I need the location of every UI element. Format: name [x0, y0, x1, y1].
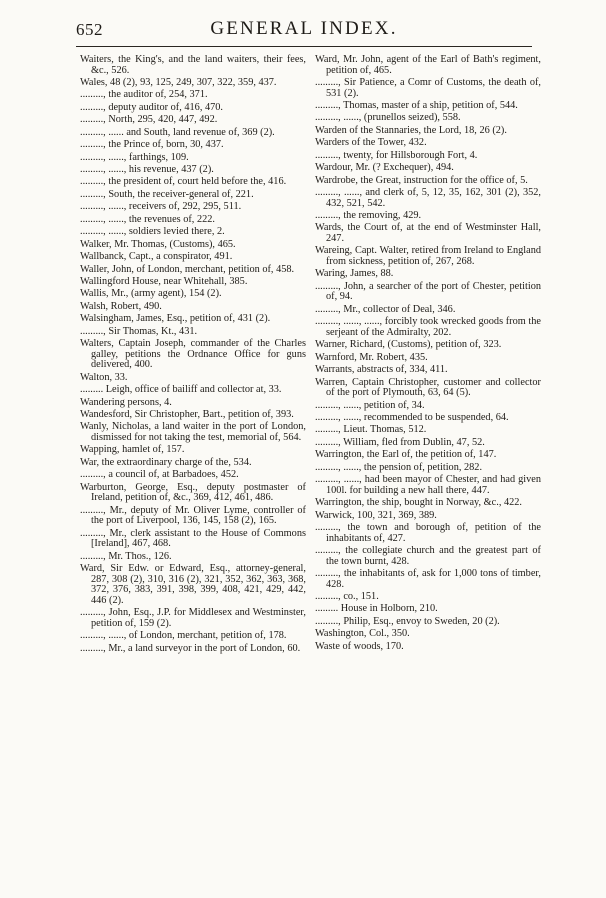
index-entry: ........., Thomas, master of a ship, petition of, 544.	[315, 99, 518, 111]
index-entry: ........., William, fled from Dublin, 47, 52.	[315, 436, 485, 448]
index-entry: ........., ......, soldiers levied there, 2.	[80, 226, 225, 238]
index-entry: ........., South, the receiver-general of, 221.	[80, 188, 254, 200]
index-entry: Ward, Sir Edw. or Edward, Esq., attorney-general, 287, 308 (2), 310, 316 (2), 321, 352, 362, 363, 368, 372, 376, 383, 391, 398, 399, 408, 421, 429, 442, 446 (2).	[80, 563, 306, 606]
index-entry: Wanly, Nicholas, a land waiter in the port of London, dismissed for not taking the test, memorial of, 564.	[80, 421, 306, 443]
index-entry: Washington, Col., 350.	[315, 628, 410, 640]
index-entry: Warner, Richard, (Customs), petition of, 323.	[315, 339, 502, 351]
index-entry: War, the extraordinary charge of the, 534.	[80, 456, 252, 468]
index-entry: ........., ......, and clerk of, 5, 12, 35, 162, 301 (2), 352, 432, 521, 542.	[315, 187, 541, 209]
index-entry: Walsh, Robert, 490.	[80, 300, 162, 312]
index-entry: Warren, Captain Christopher, customer and collector of the port of Plymouth, 63, 64 (5).	[315, 376, 541, 399]
index-entry: Wardour, Mr. (? Exchequer), 494.	[315, 162, 454, 174]
index-entry: Waste of woods, 170.	[315, 640, 404, 652]
header-rule	[76, 46, 532, 47]
index-entry: Warrington, the ship, bought in Norway, &c., 422.	[315, 497, 522, 509]
index-entry: Wandesford, Sir Christopher, Bart., petition of, 393.	[80, 409, 294, 421]
index-entry: Wandering persons, 4.	[80, 396, 172, 408]
index-entry: ........., the removing, 429.	[315, 210, 422, 222]
index-entry: ........., ......, (prunellos seized), 558.	[315, 112, 461, 124]
index-entry: ........., the inhabitants of, ask for 1,000 tons of timber, 428.	[315, 568, 541, 590]
index-entry: ........., John, Esq., J.P. for Middlesex and Westminster, petition of, 159 (2).	[80, 607, 306, 629]
index-entry: ........., Lieut. Thomas, 512.	[315, 424, 427, 436]
index-entry: ........., Mr., deputy of Mr. Oliver Lyme, controller of the port of Liverpool, 136, 145, 158 (2), 165.	[80, 504, 306, 527]
index-entry: ........., ......, petition of, 34.	[315, 399, 425, 411]
index-entry: ......... House in Holborn, 210.	[315, 603, 438, 615]
index-entry: Warrington, the Earl of, the petition of, 147.	[315, 449, 497, 461]
index-entry: Warwick, 100, 321, 369, 389.	[315, 509, 437, 521]
index-entry: Waiters, the King's, and the land waiters, their fees, &c., 526.	[80, 54, 306, 76]
index-entry: ........., Philip, Esq., envoy to Sweden, 20 (2).	[315, 615, 500, 627]
index-entry: ........., the auditor of, 254, 371.	[80, 89, 208, 101]
index-entry: Walsingham, James, Esq., petition of, 431 (2).	[80, 313, 271, 325]
index-column-left	[80, 55, 306, 656]
index-entry: Wareing, Capt. Walter, retired from Ireland to England from sickness, petition of, 267, 268.	[315, 245, 541, 267]
index-entry: ......... Leigh, office of bailiff and collector at, 33.	[80, 384, 282, 396]
page-header	[76, 16, 532, 42]
index-entry: Warders of the Tower, 432.	[315, 137, 427, 149]
index-entry: ........., co., 151.	[315, 591, 379, 602]
running-title: GENERAL INDEX.	[210, 18, 398, 39]
index-entry: Wapping, hamlet of, 157.	[80, 444, 185, 456]
index-entry: Walton, 33.	[80, 371, 128, 383]
index-entry: Warnford, Mr. Robert, 435.	[315, 351, 428, 363]
index-entry: Wallingford House, near Whitehall, 385.	[80, 275, 248, 287]
index-entry: ........., ......, of London, merchant, petition of, 178.	[80, 630, 287, 642]
index-entry: Wallbanck, Capt., a conspirator, 491.	[80, 251, 233, 263]
index-entry: Warden of the Stannaries, the Lord, 18, 26 (2).	[315, 124, 507, 136]
index-entry: ........., the collegiate church and the greatest part of the town burnt, 428.	[315, 545, 541, 567]
index-entry: ........., Mr. Thos., 126.	[80, 550, 172, 562]
index-column-right	[315, 55, 541, 654]
index-entry: ........., ......, his revenue, 437 (2).	[80, 164, 214, 176]
index-entry: Walker, Mr. Thomas, (Customs), 465.	[80, 238, 236, 250]
index-entry: ........., ......, had been mayor of Chester, and had given 100l. for building a new hall there, 447.	[315, 474, 541, 496]
index-entry: ........., ......, recommended to be suspended, 64.	[315, 412, 509, 423]
index-entry: ........., Sir Patience, a Comr of Customs, the death of, 531 (2).	[315, 76, 541, 99]
index-entry: ........., deputy auditor of, 416, 470.	[80, 101, 223, 113]
index-entry: Wards, the Court of, at the end of Westminster Hall, 247.	[315, 222, 541, 244]
page-number: 652	[76, 20, 103, 39]
index-entry: ........., Sir Thomas, Kt., 431.	[80, 325, 198, 337]
index-entry: ........., ......, the pension of, petition, 282.	[315, 461, 483, 473]
index-entry: Waring, James, 88.	[315, 268, 394, 280]
index-entry: Warburton, George, Esq., deputy postmaster of Ireland, petition of, &c., 369, 412, 461, 486.	[80, 481, 306, 504]
index-entry: Wales, 48 (2), 93, 125, 249, 307, 322, 359, 437.	[80, 76, 277, 88]
index-entry: ........., Mr., collector of Deal, 346.	[315, 303, 456, 315]
index-entry: Wardrobe, the Great, instruction for the office of, 5.	[315, 174, 528, 186]
index-entry: ........., ......, receivers of, 292, 295, 511.	[80, 201, 242, 213]
index-entry: ........., twenty, for Hillsborough Fort, 4.	[315, 149, 478, 161]
index-entry: ........., the town and borough of, petition of the inhabitants of, 427.	[315, 522, 541, 544]
index-entry: Ward, Mr. John, agent of the Earl of Bath's regiment, petition of, 465.	[315, 54, 541, 76]
index-entry: ........., a council of, at Barbadoes, 452.	[80, 469, 239, 481]
index-entry: ........., North, 295, 420, 447, 492.	[80, 114, 218, 126]
index-entry: Waller, John, of London, merchant, petition of, 458.	[80, 263, 295, 275]
index-entry: ........., ......, ......, forcibly took wrecked goods from the serjeant of the Admiralty, 202.	[315, 316, 541, 338]
index-entry: ........., ......, the revenues of, 222.	[80, 213, 215, 225]
index-entry: ........., ......, farthings, 109.	[80, 151, 189, 163]
index-entry: Wallis, Mr., (army agent), 154 (2).	[80, 288, 222, 300]
index-entry: ........., Mr., clerk assistant to the House of Commons [Ireland], 467, 468.	[80, 527, 306, 550]
index-entry: ........., John, a searcher of the port of Chester, petition of, 94.	[315, 280, 541, 303]
index-entry: ........., Mr., a land surveyor in the port of London, 60.	[80, 642, 301, 654]
index-entry: Walters, Captain Joseph, commander of the Charles galley, petitions the Ordnance Office for guns delivered, 400.	[80, 338, 306, 371]
index-entry: ........., the president of, court held before the, 416.	[80, 176, 287, 188]
index-entry: ........., the Prince of, born, 30, 437.	[80, 139, 224, 151]
index-entry: ........., ...... and South, land revenue of, 369 (2).	[80, 126, 275, 138]
index-entry: Warrants, abstracts of, 334, 411.	[315, 364, 448, 376]
